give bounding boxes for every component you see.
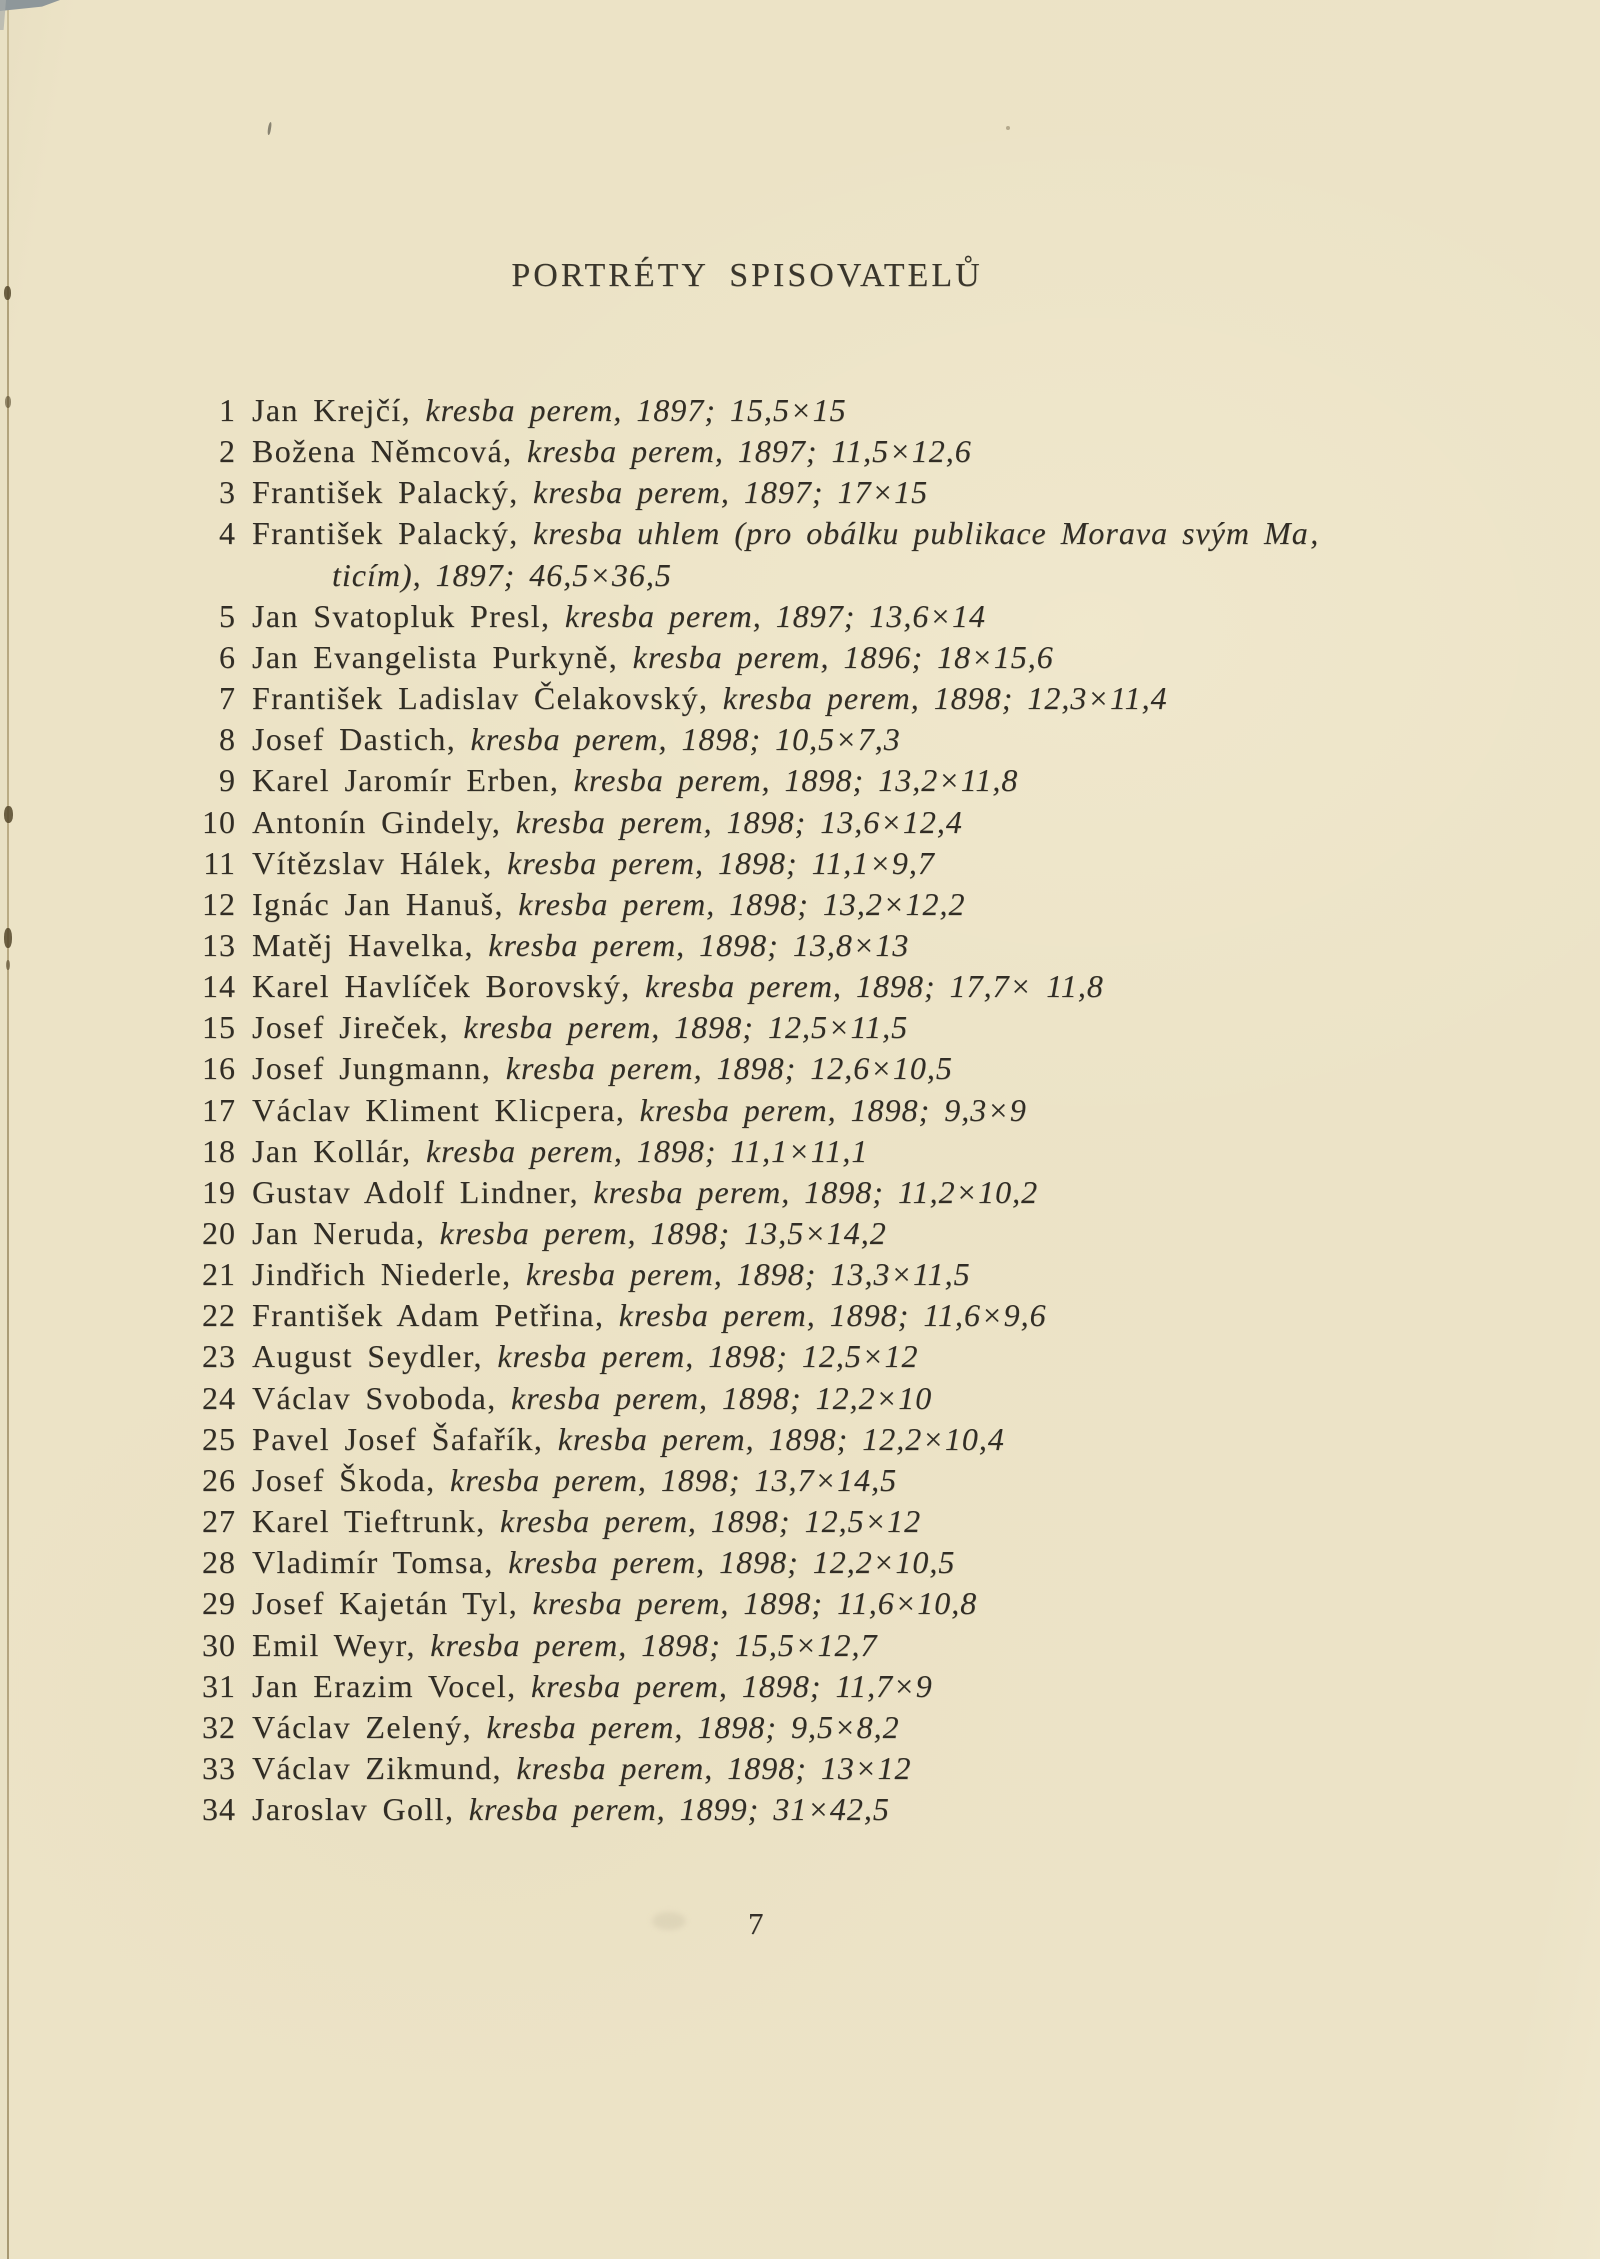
item-number: 6 xyxy=(219,638,236,675)
item-number: 9 xyxy=(219,762,236,799)
item-number: 17 xyxy=(202,1091,236,1128)
item-name: Václav Svoboda xyxy=(252,1379,488,1416)
list-item xyxy=(0,1172,1038,1214)
item-detail: kresba perem, 1898; 13,3×11,5 xyxy=(525,1256,971,1293)
item-name: František Palacký xyxy=(252,515,510,552)
item-number: 27 xyxy=(202,1503,236,1540)
item-number: 22 xyxy=(202,1297,236,1334)
item-name: František Adam Petřina xyxy=(252,1297,595,1334)
item-separator: , xyxy=(473,1338,498,1375)
item-separator: , xyxy=(569,1173,594,1210)
item-name: Jan Krejčí xyxy=(252,392,402,428)
item-detail: kresba perem, 1898; 12,2×10 xyxy=(511,1379,933,1416)
item-detail: kresba perem, 1898; 9,5×8,2 xyxy=(486,1708,900,1745)
item-name: Antonín Gindely xyxy=(252,803,492,840)
item-name: Pavel Josef Šafařík xyxy=(252,1420,534,1457)
item-number: 24 xyxy=(202,1379,236,1416)
item-detail: kresba perem, 1898; 15,5×12,7 xyxy=(430,1626,878,1663)
item-name: Vítězslav Hálek xyxy=(252,844,484,881)
item-separator: , xyxy=(492,1749,517,1786)
item-name: Emil Weyr xyxy=(252,1626,407,1663)
item-name: Jaroslav Goll xyxy=(252,1791,445,1828)
item-number: 2 xyxy=(219,433,236,470)
item-separator: , xyxy=(401,392,426,428)
item-separator: , xyxy=(444,1791,469,1828)
list-item xyxy=(0,843,935,885)
item-number: 3 xyxy=(219,474,236,511)
item-separator: , xyxy=(415,1215,440,1251)
list-item xyxy=(0,1131,868,1173)
item-detail: kresba perem, 1898; 13,6×12,4 xyxy=(515,803,963,840)
item-detail: kresba perem, 1898; 13,2×12,2 xyxy=(518,885,966,922)
item-detail: kresba perem, 1898; 12,6×10,5 xyxy=(505,1050,953,1087)
item-detail: kresba perem, 1898; 11,1×9,7 xyxy=(507,844,935,881)
list-item xyxy=(0,719,901,761)
item-detail: kresba perem, 1898; 13×12 xyxy=(516,1749,912,1786)
list-item xyxy=(0,1789,890,1831)
item-name: Karel Jaromír Erben xyxy=(252,762,550,799)
item-name: Václav Kliment Klicpera xyxy=(252,1091,616,1128)
item-number: 13 xyxy=(202,926,236,963)
item-number: 28 xyxy=(202,1544,236,1581)
item-name: Ignác Jan Hanuš xyxy=(252,885,495,922)
item-detail: kresba perem, 1897; 15,5×15 xyxy=(425,392,847,428)
item-separator: , xyxy=(462,1708,487,1745)
item-name: Josef Škoda xyxy=(252,1461,427,1498)
item-detail: kresba perem, 1898; 13,7×14,5 xyxy=(449,1461,898,1498)
item-number: 15 xyxy=(202,1009,236,1046)
item-separator: , xyxy=(615,1091,640,1128)
list-item xyxy=(0,802,963,844)
item-detail: kresba perem, 1898; 11,2×10,2 xyxy=(593,1173,1039,1210)
item-name: František Ladislav Čelakovský xyxy=(252,680,699,717)
list-item xyxy=(0,1090,1027,1132)
item-detail: ticím), 1897; 46,5×36,5 xyxy=(332,556,672,593)
list-item xyxy=(0,431,972,473)
item-separator: , xyxy=(426,1461,450,1498)
item-number: 25 xyxy=(202,1420,236,1457)
item-detail: kresba perem, 1898; 13,8×13 xyxy=(488,926,910,963)
item-name: Josef Kajetán Tyl xyxy=(252,1585,509,1622)
list-item xyxy=(0,1254,971,1296)
item-detail: kresba perem, 1897; 17×15 xyxy=(533,474,929,511)
item-number: 19 xyxy=(202,1173,236,1210)
item-separator: , xyxy=(483,844,508,881)
item-number: 26 xyxy=(202,1461,236,1498)
item-name: Karel Tieftrunk xyxy=(252,1503,477,1540)
item-number: 32 xyxy=(202,1708,236,1745)
item-separator: , xyxy=(698,680,723,717)
list-item xyxy=(0,1542,955,1584)
item-name: Jan Evangelista Purkyně xyxy=(252,638,609,675)
item-separator: , xyxy=(594,1297,619,1334)
item-detail: kresba perem, 1897; 11,5×12,6 xyxy=(526,433,972,470)
item-name: Matěj Havelka xyxy=(252,926,465,963)
item-separator: , xyxy=(621,968,646,1005)
item-separator: , xyxy=(484,1544,509,1581)
list-item xyxy=(0,1625,877,1667)
list-item xyxy=(0,1336,919,1378)
list-item xyxy=(0,1048,953,1090)
item-detail: kresba perem, 1899; 31×42,5 xyxy=(468,1791,890,1828)
item-separator: , xyxy=(476,1503,501,1540)
list-item xyxy=(0,1460,897,1502)
list-item xyxy=(0,1007,908,1049)
item-number: 31 xyxy=(202,1667,236,1704)
item-separator: , xyxy=(491,803,516,840)
list-item xyxy=(0,760,1018,802)
list-item xyxy=(0,1419,1005,1461)
list-item xyxy=(0,637,1054,679)
item-name: Gustav Adolf Lindner xyxy=(252,1173,570,1210)
item-name: Jan Neruda xyxy=(252,1215,416,1251)
item-number: 18 xyxy=(202,1132,236,1169)
item-detail: kresba perem, 1896; 18×15,6 xyxy=(632,638,1054,675)
item-separator: , xyxy=(541,597,565,634)
item-number: 1 xyxy=(219,392,236,428)
item-separator: , xyxy=(439,1009,464,1046)
item-separator: , xyxy=(406,1626,431,1663)
item-separator: , xyxy=(509,474,534,511)
item-separator: , xyxy=(507,1667,531,1704)
list-item xyxy=(0,1748,912,1790)
item-name: Josef Dastich xyxy=(252,721,447,758)
scan-speck xyxy=(267,122,272,135)
item-separator: , xyxy=(446,721,471,758)
item-number: 34 xyxy=(202,1791,236,1828)
list-item xyxy=(0,1378,932,1420)
list-item xyxy=(0,1707,900,1749)
item-detail: kresba perem, 1898; 11,7×9 xyxy=(530,1667,933,1704)
item-number: 16 xyxy=(202,1050,236,1087)
item-detail: kresba perem, 1898; 13,5×14,2 xyxy=(439,1215,887,1251)
scan-speck xyxy=(1006,126,1010,130)
item-name: Karel Havlíček Borovský xyxy=(252,968,622,1005)
scan-speck xyxy=(4,286,11,300)
item-detail: kresba perem, 1898; 12,5×12 xyxy=(500,1503,922,1540)
list-item xyxy=(0,925,909,967)
list-item xyxy=(0,390,847,432)
item-detail-continuation xyxy=(0,555,672,597)
item-name: Jan Svatopluk Presl xyxy=(252,597,542,634)
item-detail: kresba perem, 1898; 12,2×10,4 xyxy=(557,1420,1005,1457)
item-detail: kresba uhlem (pro obálku publikace Morava svým Ma‚ xyxy=(533,515,1321,552)
list-item xyxy=(0,1666,933,1708)
item-number: 4 xyxy=(219,515,236,552)
item-separator: , xyxy=(464,926,489,963)
item-name: František Palacký xyxy=(252,474,510,511)
page-number: 7 xyxy=(748,1906,764,1941)
item-detail: kresba perem, 1898; 17,7× 11,8 xyxy=(645,968,1104,1005)
item-number: 33 xyxy=(202,1749,236,1786)
item-detail: kresba perem, 1898; 12,5×12 xyxy=(497,1338,919,1375)
item-number: 11 xyxy=(203,844,236,881)
item-number: 21 xyxy=(202,1256,236,1293)
item-detail: kresba perem, 1898; 11,6×10,8 xyxy=(532,1585,978,1622)
scan-corner-artifact xyxy=(0,0,60,11)
item-name: Václav Zikmund xyxy=(252,1749,493,1786)
item-number: 14 xyxy=(202,968,236,1005)
item-separator: , xyxy=(402,1132,426,1169)
item-detail: kresba perem, 1898; 10,5×7,3 xyxy=(470,721,901,758)
item-detail: kresba perem, 1898; 9,3×9 xyxy=(639,1091,1027,1128)
item-separator: , xyxy=(481,1050,506,1087)
item-separator: , xyxy=(487,1379,512,1416)
list-item xyxy=(0,1583,977,1625)
item-detail: kresba perem, 1898; 11,1×11,1 xyxy=(425,1132,869,1169)
item-detail: kresba perem, 1898; 13,2×11,8 xyxy=(573,762,1019,799)
item-number: 12 xyxy=(202,885,236,922)
item-separator: , xyxy=(502,1256,526,1293)
item-number: 8 xyxy=(219,721,236,758)
item-name: Jindřich Niederle xyxy=(252,1256,503,1293)
item-number: 5 xyxy=(219,597,236,634)
item-separator: , xyxy=(549,762,574,799)
item-separator: , xyxy=(508,1585,533,1622)
page-title: PORTRÉTY SPISOVATELŮ xyxy=(511,257,983,294)
item-separator: , xyxy=(509,515,534,552)
list-item xyxy=(0,678,1168,720)
item-name: Jan Kollár xyxy=(252,1132,403,1169)
list-item xyxy=(0,472,928,514)
item-name: Václav Zelený xyxy=(252,1708,463,1745)
list-item xyxy=(0,596,986,638)
list-item xyxy=(0,966,1104,1008)
item-detail: kresba perem, 1897; 13,6×14 xyxy=(564,597,987,634)
item-detail: kresba perem, 1898; 12,3×11,4 xyxy=(722,680,1168,717)
item-number: 30 xyxy=(202,1626,236,1663)
item-separator: , xyxy=(608,638,633,675)
item-detail: kresba perem, 1898; 11,6×9,6 xyxy=(618,1297,1047,1334)
item-number: 10 xyxy=(202,803,236,840)
list-item xyxy=(0,1501,921,1543)
scan-smudge xyxy=(652,1912,686,1930)
list-item xyxy=(0,1295,1047,1337)
item-detail: kresba perem, 1898; 12,5×11,5 xyxy=(463,1009,909,1046)
item-detail: kresba perem, 1898; 12,2×10,5 xyxy=(508,1544,956,1581)
item-name: Jan Erazim Vocel xyxy=(252,1667,508,1704)
item-separator: , xyxy=(494,885,519,922)
item-name: Vladimír Tomsa xyxy=(252,1544,485,1581)
item-number: 29 xyxy=(202,1585,236,1622)
item-separator: , xyxy=(503,433,527,470)
item-separator: , xyxy=(533,1420,558,1457)
item-name: Josef Jireček xyxy=(252,1009,440,1046)
item-number: 7 xyxy=(219,680,236,717)
list-item xyxy=(0,513,1320,555)
list-item xyxy=(0,884,965,926)
item-number: 20 xyxy=(202,1215,236,1251)
item-name: Božena Němcová xyxy=(252,433,504,470)
item-name: August Seydler xyxy=(252,1338,474,1375)
list-item xyxy=(0,1213,887,1255)
item-name: Josef Jungmann xyxy=(252,1050,482,1087)
item-number: 23 xyxy=(202,1338,236,1375)
